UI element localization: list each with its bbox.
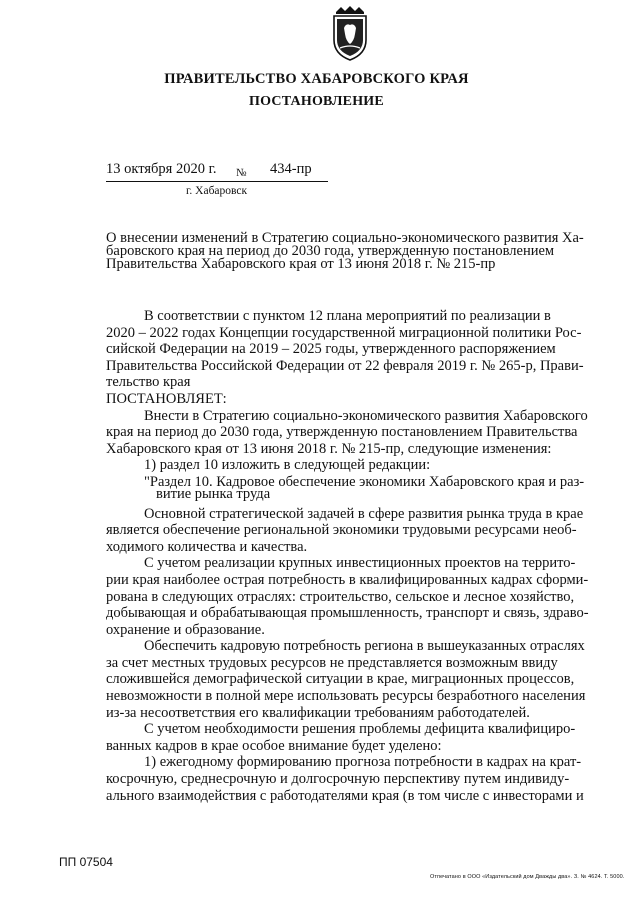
text-line: ванных кадров в крае особое внимание будет уделено: — [106, 737, 442, 754]
text-line: Хабаровского края от 13 июня 2018 г. № 215-пр, следующие изменения: — [106, 440, 552, 457]
subject-line: Правительства Хабаровского края от 13 июня 2018 г. № 215-пр — [106, 256, 496, 272]
document-number: 434-пр — [270, 161, 312, 177]
text-line: рована в следующих отраслях: строительство, сельское и лесное хозяйство, — [106, 588, 575, 605]
text-line: рии края наиболее острая потребность в квалифицированных кадрах сформи- — [106, 571, 589, 588]
text-line: сложившейся демографической ситуации в крае, миграционных процессов, — [106, 671, 575, 688]
document-type-title: ПОСТАНОВЛЕНИЕ — [249, 94, 384, 109]
text-line: "Раздел 10. Кадровое обеспечение экономики Хабаровского края и раз- — [144, 473, 585, 490]
text-line: Основной стратегической задачей в сфере развития рынка труда в крае — [144, 505, 584, 522]
paragraph-item-1: 1) раздел 10 изложить в следующей редакции: — [144, 457, 431, 474]
subject-line: баровского края на период до 2030 года, утвержденную постановлением — [106, 243, 555, 259]
text-line: края на период до 2030 года, утвержденную постановлением Правительства — [106, 424, 578, 441]
text-line: 2020 – 2022 годах Концепции государственной миграционной политики Рос- — [106, 324, 582, 341]
document-city: г. Хабаровск — [186, 185, 248, 197]
government-title: ПРАВИТЕЛЬСТВО ХАБАРОВСКОГО КРАЯ — [164, 71, 469, 87]
text-line: добывающая и обрабатывающая промышленность, транспорт и связь, здраво- — [106, 605, 589, 622]
text-line: 1) ежегодному формированию прогноза потребности в кадрах на крат- — [144, 754, 582, 771]
printer-note: Отпечатано в ООО «Издательский дом Дважды два». З. № 4624. Т. 5000. — [430, 874, 625, 880]
text-line: косрочную, среднесрочную и долгосрочную перспективу путем индивиду- — [106, 771, 570, 788]
text-line: С учетом необходимости решения проблемы дефицита квалифициро- — [144, 721, 576, 738]
text-line: ального взаимодействия с работодателями края (в том числе с инвесторами и — [106, 787, 584, 804]
paragraph-section-10-title — [106, 474, 609, 500]
text-line: витие рынка труда — [156, 485, 271, 502]
text-line: Обеспечить кадровую потребность региона в вышеуказанных отраслях — [144, 638, 585, 655]
paragraph-forecast — [106, 754, 609, 804]
resolves-heading: ПОСТАНОВЛЯЕТ: — [106, 390, 227, 407]
text-line: за счет местных трудовых ресурсов не представляется возможным ввиду — [106, 654, 558, 671]
text-line: сийской Федерации на 2019 – 2025 годы, утвержденного распоряжением — [106, 341, 556, 358]
document-code: ПП 07504 — [59, 855, 113, 869]
paragraph-amendments — [106, 408, 609, 458]
text-line: Правительства Российской Федерации от 22 февраля 2019 г. № 265-р, Прави- — [106, 357, 584, 374]
date-underline — [106, 181, 328, 182]
number-sign: № — [236, 167, 247, 179]
text-line: является обеспечение региональной экономики трудовыми ресурсами необ- — [106, 522, 577, 539]
text-line: В соответствии с пунктом 12 плана мероприятий по реализации в — [144, 308, 551, 324]
subject-line: О внесении изменений в Стратегию социально-экономического развития Ха- — [106, 230, 584, 246]
paragraph-investment — [106, 555, 609, 638]
paragraph-main-task — [106, 506, 609, 556]
coat-of-arms-emblem — [328, 4, 372, 62]
paragraph-preamble — [106, 308, 609, 391]
text-line: тельство края — [106, 374, 191, 391]
document-subject — [106, 232, 604, 271]
text-line: из-за несоответствия его квалификации требованиям работодателей. — [106, 704, 530, 721]
text-line: невозможности в полной мере использовать ресурсы безработного населения — [106, 688, 586, 705]
paragraph-staffing — [106, 638, 609, 721]
paragraph-deficit — [106, 721, 609, 754]
document-date: 13 октября 2020 г. — [106, 161, 217, 177]
document-body — [106, 308, 609, 804]
text-line: охранение и образование. — [106, 621, 265, 638]
text-line: Внести в Стратегию социально-экономического развития Хабаровского — [144, 407, 588, 424]
text-line: С учетом реализации крупных инвестиционных проектов на террито- — [144, 555, 576, 572]
text-line: ходимого количества и качества. — [106, 538, 308, 555]
